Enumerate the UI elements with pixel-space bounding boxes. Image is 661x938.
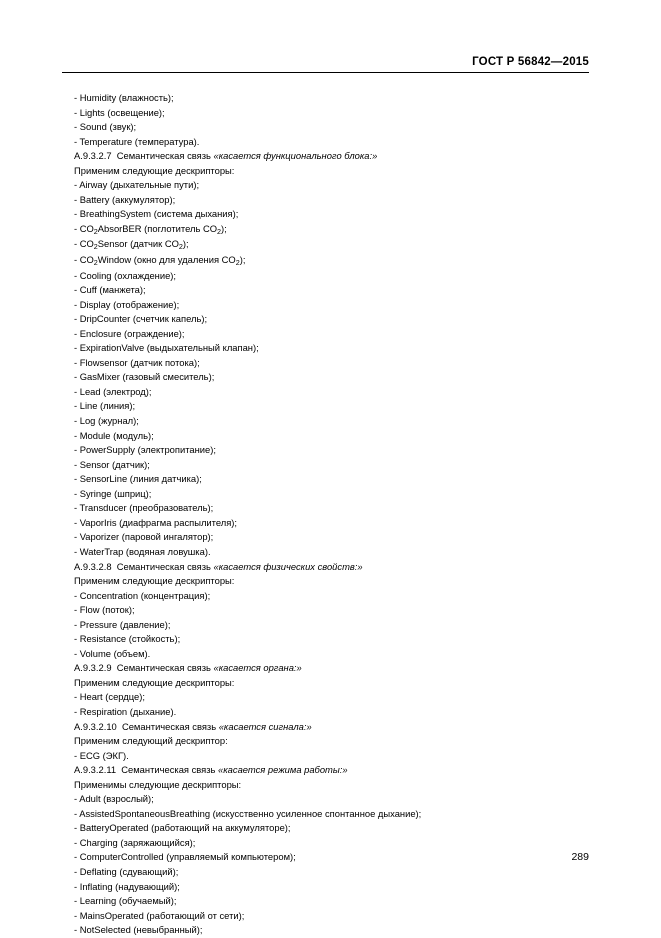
list-item: - Learning (обучаемый); — [74, 895, 177, 907]
list-item: - VaporIris (диафрагма распылителя); — [74, 516, 238, 528]
list-item: - Temperature (температура). — [74, 135, 200, 147]
page-number: 289 — [571, 851, 589, 863]
list-item: - ExpirationValve (выдыхательный клапан); — [74, 342, 259, 354]
section-heading: А.9.3.2.9 Семантическая связь «касается органа:» — [74, 662, 302, 674]
list-item: - Concentration (концентрация); — [74, 589, 211, 601]
list-item: - Humidity (влажность); — [74, 92, 174, 103]
list-item: - Sensor (датчик); — [74, 458, 150, 470]
list-item: - Inflating (надувающий); — [74, 880, 180, 892]
list-item: - NotSelected (невыбранный); — [74, 924, 203, 936]
list-item: - $CO_2AbsorBER$ (поглотитель $CO_2$); — [74, 222, 227, 236]
list-item: - Module (модуль); — [74, 429, 154, 441]
list-item: - Enclosure (ограждение); — [74, 327, 185, 339]
list-item: Применим следующие дескрипторы: — [74, 164, 235, 176]
list-item: - Vaporizer (паровой ингалятор); — [74, 531, 214, 543]
list-item: - $CO_2Window$ (окно для удаления $CO_2$); — [74, 254, 246, 268]
list-item: Применим следующие дескрипторы: — [74, 575, 235, 587]
list-item: - Volume (объем). — [74, 647, 151, 659]
list-item: - Resistance (стойкость); — [74, 633, 181, 645]
list-item: - Pressure (давление); — [74, 618, 171, 630]
list-item: - ComputerControlled (управляемый компьютером); — [74, 851, 296, 863]
document-body — [62, 91, 599, 938]
list-item: - Airway (дыхательные пути); — [74, 179, 200, 191]
list-item: - Log (журнал); — [74, 415, 139, 427]
section-heading: А.9.3.2.11 Семантическая связь «касается режима работы:» — [74, 764, 348, 776]
list-item: Применим следующий дескриптор: — [74, 735, 228, 747]
list-item: - Deflating (сдувающий); — [74, 865, 179, 877]
list-item: - Cooling (охлаждение); — [74, 269, 177, 281]
list-item: Применим следующие дескрипторы: — [74, 676, 235, 688]
list-item: - Sound (звук); — [74, 121, 137, 133]
list-item: - WaterTrap (водяная ловушка). — [74, 545, 211, 557]
list-item: Применимы следующие дескрипторы: — [74, 778, 242, 790]
list-item: - PowerSupply (электропитание); — [74, 444, 216, 456]
list-item: - Lead (электрод); — [74, 385, 152, 397]
list-item: - Respiration (дыхание). — [74, 705, 177, 717]
list-item: - Flow (поток); — [74, 604, 135, 616]
list-item: - Transducer (преобразователь); — [74, 502, 214, 514]
list-item: - AssistedSpontaneousBreathing (искусственно усиленное спонтанное дыхание); — [74, 807, 422, 819]
list-item: - BreathingSystem (система дыхания); — [74, 208, 239, 220]
list-item: - ECG (ЭКГ). — [74, 749, 129, 761]
list-item: - Display (отображение); — [74, 298, 180, 310]
list-item: - MainsOperated (работающий от сети); — [74, 909, 245, 921]
list-item: - Adult (взрослый); — [74, 793, 154, 805]
list-item: - Cuff (манжета); — [74, 284, 146, 296]
section-heading: А.9.3.2.10 Семантическая связь «касается сигнала:» — [74, 720, 312, 732]
list-item: - Charging (заряжающийся); — [74, 836, 196, 848]
list-item: - DripCounter (счетчик капель); — [74, 313, 208, 325]
list-item: - Flowsensor (датчик потока); — [74, 356, 200, 368]
list-item: - Syringe (шприц); — [74, 487, 152, 499]
list-item: - Line (линия); — [74, 400, 136, 412]
section-heading: А.9.3.2.7 Семантическая связь «касается функционального блока:» — [74, 150, 378, 162]
list-item: - Lights (освещение); — [74, 106, 165, 118]
section-heading: А.9.3.2.8 Семантическая связь «касается физических свойств:» — [74, 560, 363, 572]
list-item: - $CO_2Sensor$ (датчик $CO_2$); — [74, 238, 189, 252]
list-item: - GasMixer (газовый смеситель); — [74, 371, 215, 383]
list-item: - SensorLine (линия датчика); — [74, 473, 202, 485]
list-item: - Battery (аккумулятор); — [74, 193, 176, 205]
list-item: - BatteryOperated (работающий на аккумуляторе); — [74, 822, 291, 834]
header-divider — [62, 72, 589, 73]
page-header: ГОСТ Р 56842—2015 — [472, 56, 589, 68]
list-item: - Heart (сердце); — [74, 691, 145, 703]
